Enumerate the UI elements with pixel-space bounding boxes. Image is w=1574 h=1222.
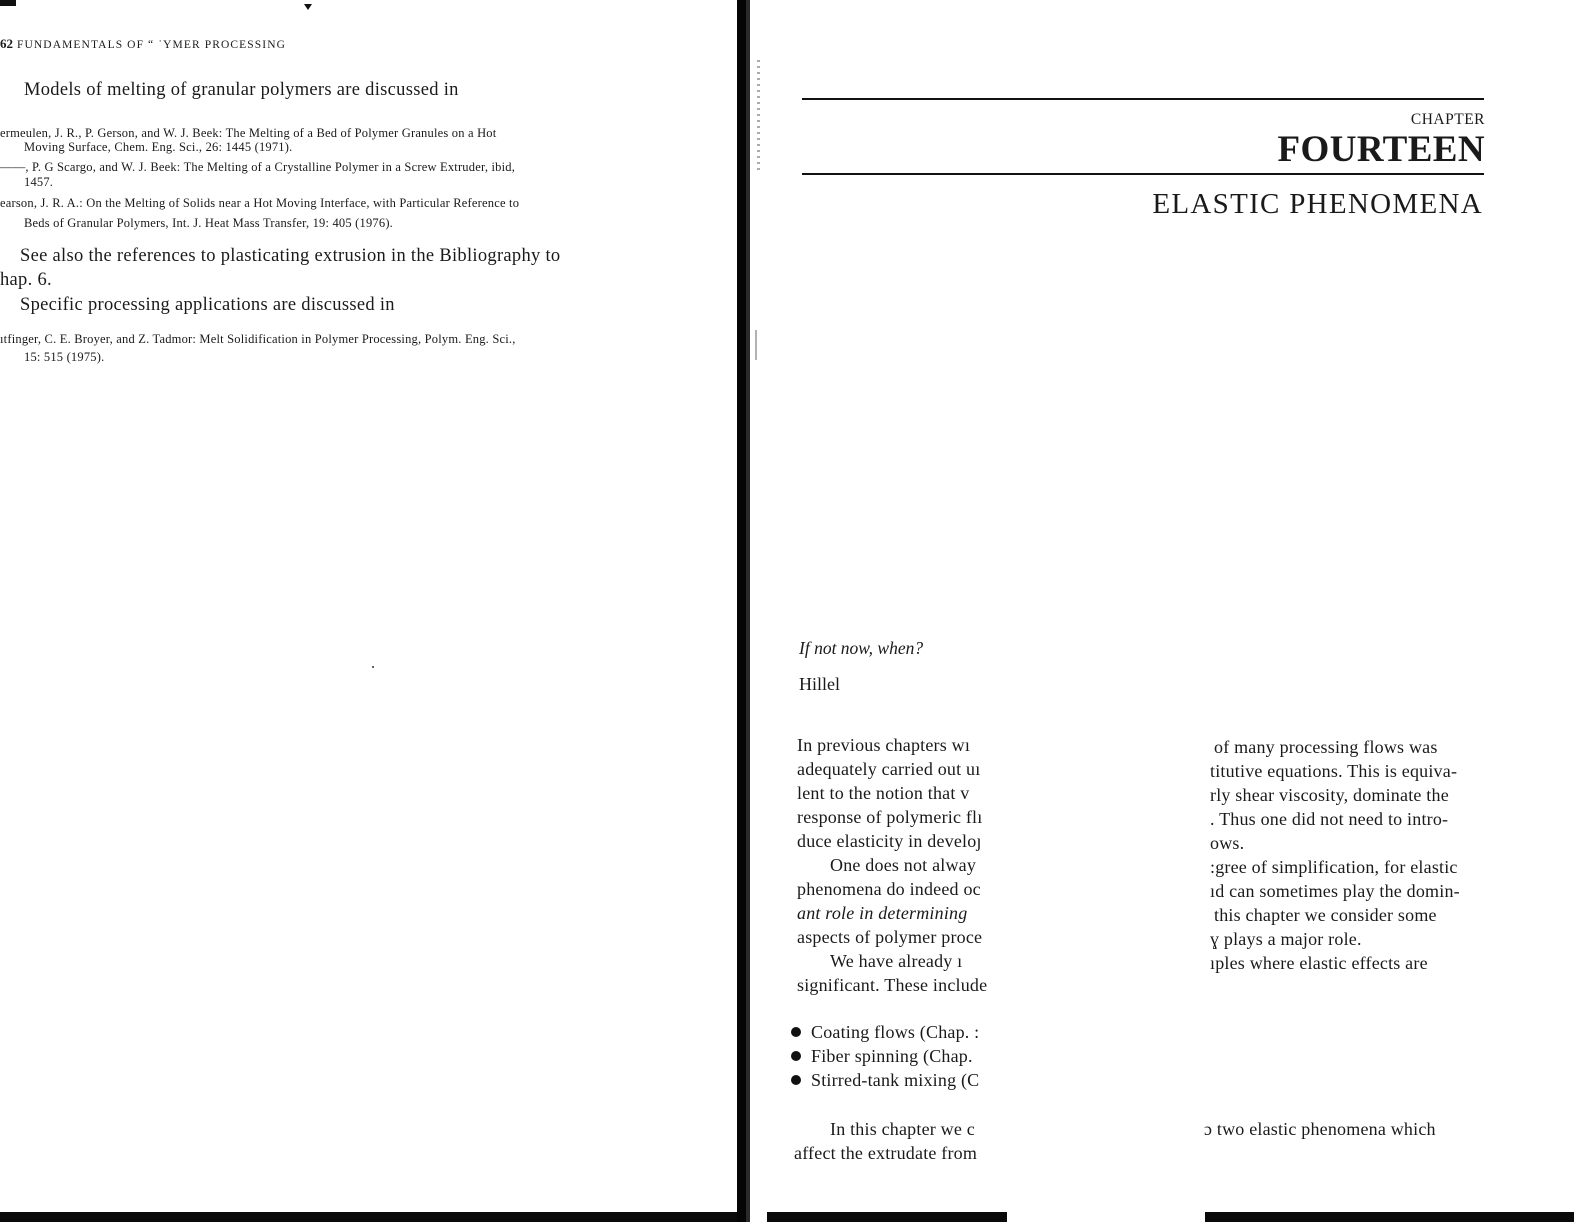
see-also-paragraph-cont: hap. 6.	[0, 270, 52, 290]
running-head	[0, 36, 286, 52]
body-left-line: In previous chapters wı	[797, 735, 971, 755]
running-head-title: FUNDAMENTALS OF “ ˙YMER PROCESSING	[16, 39, 287, 51]
reference-4-line2: 15: 515 (1975).	[24, 350, 105, 364]
reference-3-line2: Beds of Granular Polymers, Int. J. Heat Mass Transfer, 19: 405 (1976).	[24, 216, 394, 230]
body-right-line: of many processing flows was	[1214, 737, 1438, 757]
reference-2-line1: ——, P. G Scargo, and W. J. Beek: The Melting of a Crystalline Polymer in a Screw Extruder, ibid,	[0, 160, 516, 174]
body-left-line: lent to the notion that v	[797, 783, 970, 803]
right-page	[767, 0, 1574, 1222]
closing-right-line: ɔ two elastic phenomena which	[1204, 1119, 1436, 1139]
bullet-text: Fiber spinning (Chap.	[811, 1046, 973, 1066]
corner-scan-mark	[0, 0, 16, 6]
bullet-text: Coating flows (Chap. :	[811, 1022, 980, 1042]
body-right-line: ɣ plays a major role.	[1210, 929, 1362, 949]
reference-2-line2: 1457.	[24, 175, 54, 189]
body-left-line: adequately carried out uı	[797, 759, 981, 779]
body-right-line: ows.	[1210, 833, 1245, 853]
reference-3-line1: earson, J. R. A.: On the Melting of Solids near a Hot Moving Interface, with Particular Reference to	[0, 196, 520, 210]
closing-left-line: affect the extrudate from	[794, 1143, 978, 1163]
chapter-subtitle: ELASTIC PHENOMENA	[1152, 188, 1483, 220]
reference-4-line1: ıtfinger, C. E. Broyer, and Z. Tadmor: Melt Solidification in Polymer Processing, Polym. Eng. Sci.,	[0, 332, 516, 346]
body-right-line: . Thus one did not need to intro-	[1210, 809, 1449, 829]
epigraph-quote: If not now, when?	[799, 638, 924, 658]
chapter-label: CHAPTER	[1410, 111, 1485, 128]
body-left-line: significant. These include	[797, 975, 988, 995]
body-right-line: ıples where elastic effects are	[1210, 953, 1428, 973]
chapter-title: FOURTEEN	[1277, 129, 1485, 170]
body-left-line: One does not alway	[830, 855, 977, 875]
bullet-item	[791, 1070, 979, 1091]
chapter-rule-top	[802, 98, 1484, 100]
closing-left-line: In this chapter we c	[830, 1119, 975, 1139]
see-also-paragraph: See also the references to plasticating extrusion in the Bibliography to	[20, 246, 561, 266]
scan-edge-mark	[755, 330, 757, 360]
left-page	[0, 0, 740, 1222]
scan-bottom-edge	[767, 1212, 1007, 1222]
epigraph-author: Hillel	[799, 674, 840, 694]
body-left-line: aspects of polymer proce	[797, 927, 983, 947]
body-right-line: rly shear viscosity, dominate the	[1210, 785, 1449, 805]
gutter-shadow-edge	[746, 0, 750, 1222]
bullet-icon	[791, 1075, 801, 1085]
specific-paragraph: Specific processing applications are discussed in	[20, 295, 395, 315]
reference-1-line2: Moving Surface, Chem. Eng. Sci., 26: 1445 (1971).	[24, 140, 293, 154]
body-right-line: :gree of simplification, for elastic	[1210, 857, 1458, 877]
reference-1-line1: ermeulen, J. R., P. Gerson, and W. J. Beek: The Melting of a Bed of Polymer Granules on a Hot	[0, 126, 497, 140]
body-right-line: titutive equations. This is equiva-	[1210, 761, 1458, 781]
body-left-line: ant role in determining	[797, 903, 968, 923]
scan-bottom-edge	[1205, 1212, 1574, 1222]
scan-speck	[372, 666, 374, 668]
chapter-rule-bottom	[802, 173, 1484, 175]
intro-paragraph: Models of melting of granular polymers are discussed in	[24, 80, 459, 100]
gutter-shadow	[737, 0, 746, 1222]
gutter-scan-noise	[757, 60, 760, 170]
bullet-icon	[791, 1027, 801, 1037]
body-left-line: duce elasticity in develoȷ	[797, 831, 982, 851]
book-gutter	[737, 0, 767, 1222]
scan-speck	[304, 4, 312, 10]
scan-bottom-edge-left	[0, 1212, 737, 1222]
bullet-item	[791, 1022, 979, 1043]
bullet-icon	[791, 1051, 801, 1061]
body-left-line: phenomena do indeed oc	[797, 879, 981, 899]
page-number: 62	[0, 36, 13, 51]
body-left-line: response of polymeric flı	[797, 807, 983, 827]
body-right-line: this chapter we consider some	[1214, 905, 1437, 925]
body-left-line: We have already ı	[830, 951, 963, 971]
bullet-text: Stirred-tank mixing (C	[811, 1070, 980, 1090]
bullet-item	[791, 1046, 973, 1067]
body-right-line: ıd can sometimes play the domin-	[1210, 881, 1460, 901]
